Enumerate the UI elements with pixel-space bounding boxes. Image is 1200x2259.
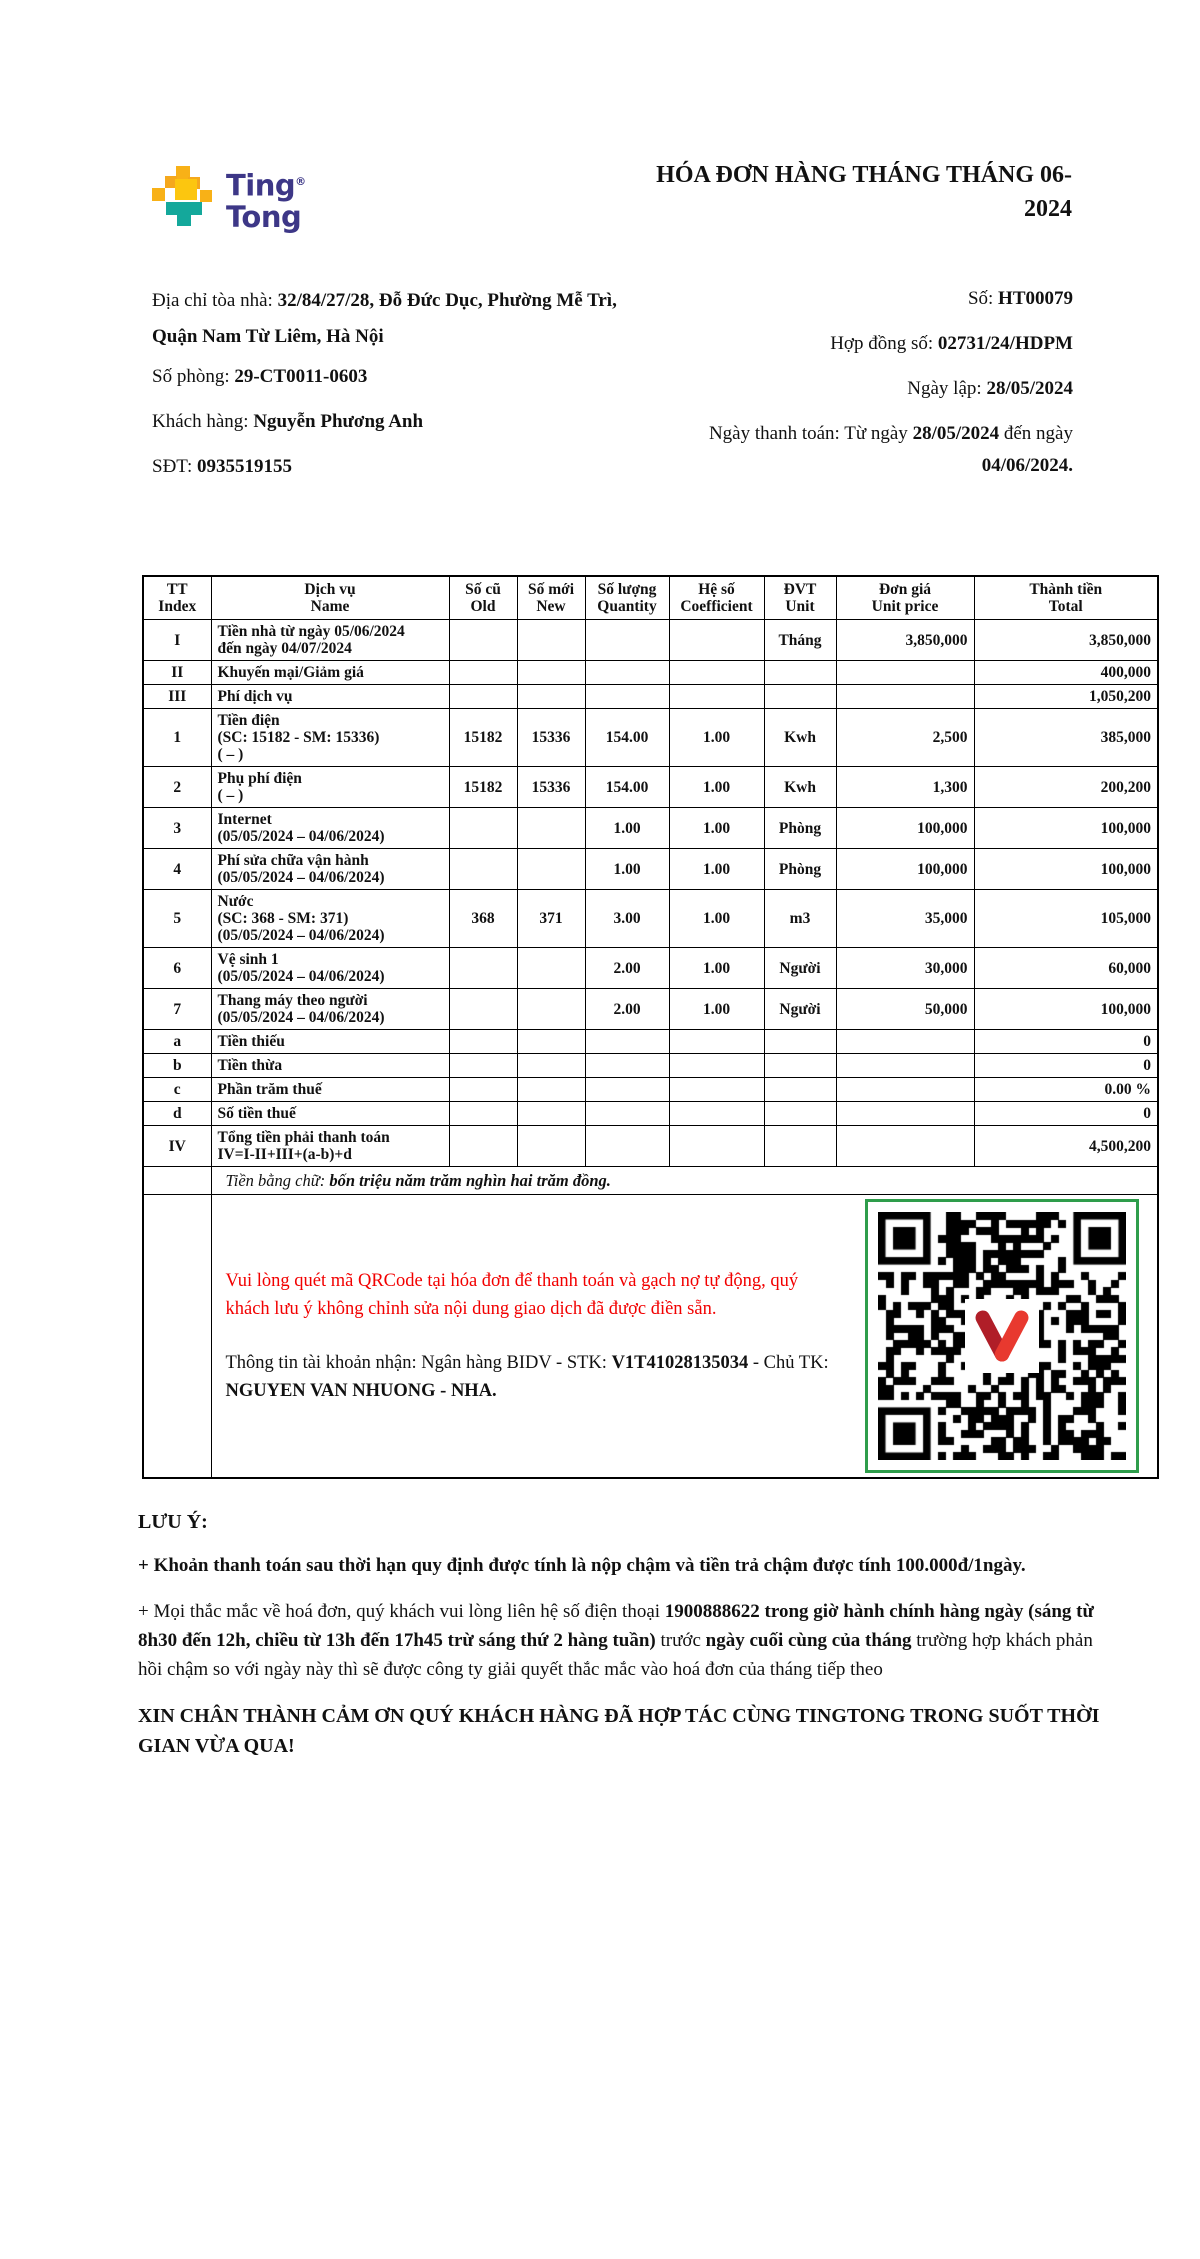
table-row xyxy=(143,1054,1158,1078)
cell-total: 385,000 xyxy=(974,709,1158,767)
cell-service-name: Khuyến mại/Giảm giá xyxy=(211,661,449,685)
cell-old-reading: 15182 xyxy=(449,767,517,808)
table-row xyxy=(143,661,1158,685)
amount-in-words-value: bốn triệu năm trăm nghìn hai trăm đồng. xyxy=(329,1171,611,1190)
cell-unit-price: 100,000 xyxy=(836,808,974,849)
cell-unit: m3 xyxy=(764,890,836,948)
cell-old-reading xyxy=(449,685,517,709)
cell-new-reading xyxy=(517,1030,585,1054)
cell-old-reading: 368 xyxy=(449,890,517,948)
cell-service-name: Phí sửa chữa vận hành (05/05/2024 – 04/06/2024) xyxy=(211,849,449,890)
tingtong-logo-text: Ting® Tong xyxy=(226,168,306,234)
cell-index: 1 xyxy=(143,709,211,767)
cell-unit: Kwh xyxy=(764,767,836,808)
cell-new-reading xyxy=(517,849,585,890)
cell-index xyxy=(143,1167,211,1195)
col-header-name: Dịch vụ Name xyxy=(211,576,449,620)
table-row xyxy=(143,685,1158,709)
cell-unit-price: 3,850,000 xyxy=(836,620,974,661)
table-row xyxy=(143,989,1158,1030)
col-header-index: TT Index xyxy=(143,576,211,620)
cell-total: 0.00 % xyxy=(974,1078,1158,1102)
cell-old-reading xyxy=(449,808,517,849)
cell-service-name: Phần trăm thuế xyxy=(211,1078,449,1102)
cell-coefficient xyxy=(669,661,764,685)
cell-index: 7 xyxy=(143,989,211,1030)
cell-index: 4 xyxy=(143,849,211,890)
cell-service-name: Tiền thừa xyxy=(211,1054,449,1078)
qr-row xyxy=(143,1195,1158,1479)
cell-index: c xyxy=(143,1078,211,1102)
cell-quantity xyxy=(585,1054,669,1078)
table-row xyxy=(143,890,1158,948)
table-row xyxy=(143,1126,1158,1167)
tingtong-logo-icon xyxy=(152,166,216,228)
thank-you-message: XIN CHÂN THÀNH CẢM ƠN QUÝ KHÁCH HÀNG ĐÃ HỢP TÁC CÙNG TINGTONG TRONG SUỐT THỜI GIAN VỪA QUA! xyxy=(138,1705,1100,1757)
cell-unit-price xyxy=(836,1102,974,1126)
cell-quantity xyxy=(585,1102,669,1126)
cell-unit-price xyxy=(836,1054,974,1078)
cell-coefficient: 1.00 xyxy=(669,890,764,948)
amount-in-words-cell xyxy=(211,1167,1158,1195)
bank-account-info: Thông tin tài khoản nhận: Ngân hàng BIDV - STK: V1T41028135034 - Chủ TK: NGUYEN VAN NHUONG - NHA. xyxy=(225,1353,829,1401)
col-header-unit: ĐVT Unit xyxy=(764,576,836,620)
cell-index xyxy=(143,1195,211,1479)
cell-quantity xyxy=(585,1030,669,1054)
cell-unit-price: 30,000 xyxy=(836,948,974,989)
table-row xyxy=(143,767,1158,808)
col-header-new: Số mới New xyxy=(517,576,585,620)
cell-new-reading: 15336 xyxy=(517,709,585,767)
table-row xyxy=(143,808,1158,849)
table-row xyxy=(143,849,1158,890)
cell-total: 0 xyxy=(974,1102,1158,1126)
issue-date: Ngày lập: 28/05/2024 xyxy=(907,378,1073,399)
cell-total: 105,000 xyxy=(974,890,1158,948)
cell-unit-price xyxy=(836,1030,974,1054)
table-footer xyxy=(143,1167,1158,1479)
cell-new-reading xyxy=(517,808,585,849)
cell-unit xyxy=(764,1054,836,1078)
customer-phone: SĐT: 0935519155 xyxy=(152,456,292,477)
cell-unit-price xyxy=(836,1078,974,1102)
cell-coefficient xyxy=(669,620,764,661)
cell-coefficient: 1.00 xyxy=(669,767,764,808)
cell-total: 1,050,200 xyxy=(974,685,1158,709)
cell-coefficient xyxy=(669,1030,764,1054)
qr-code xyxy=(865,1199,1139,1473)
cell-quantity: 3.00 xyxy=(585,890,669,948)
cell-service-name: Tiền thiếu xyxy=(211,1030,449,1054)
cell-old-reading xyxy=(449,948,517,989)
cell-unit: Phòng xyxy=(764,808,836,849)
cell-unit xyxy=(764,1030,836,1054)
cell-total: 0 xyxy=(974,1054,1158,1078)
amount-in-words-row xyxy=(143,1167,1158,1195)
cell-total: 100,000 xyxy=(974,989,1158,1030)
cell-unit xyxy=(764,1126,836,1167)
table-row xyxy=(143,1078,1158,1102)
cell-unit-price: 1,300 xyxy=(836,767,974,808)
table-header-row xyxy=(143,576,1158,620)
cell-index: a xyxy=(143,1030,211,1054)
cell-coefficient xyxy=(669,685,764,709)
cell-quantity: 154.00 xyxy=(585,767,669,808)
cell-unit-price xyxy=(836,661,974,685)
cell-coefficient xyxy=(669,1126,764,1167)
qr-payment-cell xyxy=(211,1195,1158,1479)
cell-quantity xyxy=(585,1126,669,1167)
cell-quantity xyxy=(585,661,669,685)
cell-old-reading: 15182 xyxy=(449,709,517,767)
cell-old-reading xyxy=(449,989,517,1030)
cell-quantity xyxy=(585,620,669,661)
cell-old-reading xyxy=(449,1102,517,1126)
customer-name: Khách hàng: Nguyễn Phương Anh xyxy=(152,411,424,432)
cell-total: 100,000 xyxy=(974,808,1158,849)
payment-instructions xyxy=(218,1267,846,1405)
cell-unit xyxy=(764,661,836,685)
table-header xyxy=(143,576,1158,620)
cell-coefficient: 1.00 xyxy=(669,808,764,849)
cell-quantity: 154.00 xyxy=(585,709,669,767)
cell-index: II xyxy=(143,661,211,685)
cell-old-reading xyxy=(449,849,517,890)
cell-service-name: Tiền điện (SC: 15182 - SM: 15336) ( – ) xyxy=(211,709,449,767)
col-header-total: Thành tiền Total xyxy=(974,576,1158,620)
col-header-coefficient: Hệ số Coefficient xyxy=(669,576,764,620)
hotline-note: + Mọi thắc mắc về hoá đơn, quý khách vui lòng liên hệ số điện thoại 1900888622 trong giờ hành chính hàng ngày (sáng từ 8h30 đến 12h, chiều từ 13h đến 17h45 trừ sáng thứ 2 hàng tuần) trước ngày cuối cùng của tháng trường hợp khách phản hồi chậm so với ngày này thì sẽ được công ty giải quyết thắc mắc vào hoá đơn của tháng tiếp theo xyxy=(138,1601,1094,1680)
cell-total: 3,850,000 xyxy=(974,620,1158,661)
cell-service-name: Phụ phí điện ( – ) xyxy=(211,767,449,808)
cell-quantity: 1.00 xyxy=(585,849,669,890)
cell-total: 200,200 xyxy=(974,767,1158,808)
cell-coefficient: 1.00 xyxy=(669,849,764,890)
amount-in-words-label: Tiền bằng chữ: xyxy=(225,1171,330,1190)
cell-total: 400,000 xyxy=(974,661,1158,685)
col-header-old: Số cũ Old xyxy=(449,576,517,620)
cell-new-reading xyxy=(517,1078,585,1102)
cell-unit-price: 100,000 xyxy=(836,849,974,890)
table-row xyxy=(143,620,1158,661)
cell-index: I xyxy=(143,620,211,661)
invoice-title: HÓA ĐƠN HÀNG THÁNG THÁNG 06- 2024 xyxy=(656,162,1072,222)
cell-service-name: Tổng tiền phải thanh toán IV=I-II+III+(a-b)+d xyxy=(211,1126,449,1167)
cell-coefficient: 1.00 xyxy=(669,709,764,767)
cell-index: 3 xyxy=(143,808,211,849)
vietqr-v-icon xyxy=(965,1299,1039,1373)
tingtong-logo xyxy=(152,166,306,233)
cell-new-reading xyxy=(517,661,585,685)
cell-coefficient: 1.00 xyxy=(669,989,764,1030)
cell-service-name: Tiền nhà từ ngày 05/06/2024 đến ngày 04/07/2024 xyxy=(211,620,449,661)
cell-unit: Người xyxy=(764,948,836,989)
cell-quantity xyxy=(585,1078,669,1102)
cell-quantity: 1.00 xyxy=(585,808,669,849)
qr-warning-text: Vui lòng quét mã QRCode tại hóa đơn để thanh toán và gạch nợ tự động, quý khách lưu ý không chỉnh sửa nội dung giao dịch đã được điền sẵn. xyxy=(225,1271,799,1319)
room-number: Số phòng: 29-CT0011-0603 xyxy=(152,366,368,387)
invoice-number: Số: HT00079 xyxy=(967,288,1073,309)
cell-service-name: Số tiền thuế xyxy=(211,1102,449,1126)
cell-coefficient: 1.00 xyxy=(669,948,764,989)
cell-service-name: Internet (05/05/2024 – 04/06/2024) xyxy=(211,808,449,849)
cell-service-name: Thang máy theo người (05/05/2024 – 04/06/2024) xyxy=(211,989,449,1030)
cell-unit-price xyxy=(836,1126,974,1167)
cell-old-reading xyxy=(449,1054,517,1078)
cell-unit xyxy=(764,1102,836,1126)
col-header-unit-price: Đơn giá Unit price xyxy=(836,576,974,620)
cell-new-reading xyxy=(517,1054,585,1078)
cell-quantity xyxy=(585,685,669,709)
contract-number: Hợp đồng số: 02731/24/HDPM xyxy=(830,333,1073,354)
cell-total: 60,000 xyxy=(974,948,1158,989)
late-payment-note: + Khoản thanh toán sau thời hạn quy định được tính là nộp chậm và tiền trả chậm được tính 100.000đ/1ngày. xyxy=(138,1555,1026,1576)
cell-coefficient xyxy=(669,1102,764,1126)
cell-index: 2 xyxy=(143,767,211,808)
cell-total: 100,000 xyxy=(974,849,1158,890)
cell-index: III xyxy=(143,685,211,709)
table-row xyxy=(143,1102,1158,1126)
registered-mark: ® xyxy=(295,175,306,188)
invoice-table xyxy=(142,575,1159,1479)
table-row xyxy=(143,709,1158,767)
cell-index: IV xyxy=(143,1126,211,1167)
cell-old-reading xyxy=(449,661,517,685)
cell-unit-price: 2,500 xyxy=(836,709,974,767)
cell-new-reading xyxy=(517,685,585,709)
cell-unit-price: 35,000 xyxy=(836,890,974,948)
cell-old-reading xyxy=(449,1030,517,1054)
cell-old-reading xyxy=(449,1078,517,1102)
table-body xyxy=(143,620,1158,1167)
cell-quantity: 2.00 xyxy=(585,948,669,989)
cell-unit xyxy=(764,685,836,709)
table-row xyxy=(143,948,1158,989)
cell-new-reading xyxy=(517,620,585,661)
cell-new-reading: 371 xyxy=(517,890,585,948)
cell-unit: Phòng xyxy=(764,849,836,890)
cell-unit xyxy=(764,1078,836,1102)
table-row xyxy=(143,1030,1158,1054)
col-header-quantity: Số lượng Quantity xyxy=(585,576,669,620)
cell-new-reading xyxy=(517,1126,585,1167)
cell-coefficient xyxy=(669,1054,764,1078)
cell-index: 5 xyxy=(143,890,211,948)
cell-old-reading xyxy=(449,1126,517,1167)
cell-quantity: 2.00 xyxy=(585,989,669,1030)
cell-unit-price: 50,000 xyxy=(836,989,974,1030)
cell-index: b xyxy=(143,1054,211,1078)
building-address: Địa chỉ tòa nhà: 32/84/27/28, Đỗ Đức Dục, Phường Mễ Trì, Quận Nam Từ Liêm, Hà Nội xyxy=(152,290,617,347)
cell-old-reading xyxy=(449,620,517,661)
cell-total: 0 xyxy=(974,1030,1158,1054)
cell-unit: Kwh xyxy=(764,709,836,767)
cell-index: d xyxy=(143,1102,211,1126)
cell-unit: Tháng xyxy=(764,620,836,661)
payment-period: Ngày thanh toán: Từ ngày 28/05/2024 đến ngày 04/06/2024. xyxy=(708,423,1073,476)
cell-index: 6 xyxy=(143,948,211,989)
cell-service-name: Vệ sinh 1 (05/05/2024 – 04/06/2024) xyxy=(211,948,449,989)
cell-unit-price xyxy=(836,685,974,709)
cell-service-name: Nước (SC: 368 - SM: 371) (05/05/2024 – 04/06/2024) xyxy=(211,890,449,948)
cell-new-reading xyxy=(517,1102,585,1126)
footer-notes xyxy=(138,1508,1103,1778)
cell-new-reading xyxy=(517,989,585,1030)
cell-new-reading xyxy=(517,948,585,989)
cell-unit: Người xyxy=(764,989,836,1030)
cell-service-name: Phí dịch vụ xyxy=(211,685,449,709)
notes-heading: LƯU Ý: xyxy=(138,1511,208,1533)
cell-new-reading: 15336 xyxy=(517,767,585,808)
invoice-meta xyxy=(593,283,1073,495)
cell-total: 4,500,200 xyxy=(974,1126,1158,1167)
cell-coefficient xyxy=(669,1078,764,1102)
